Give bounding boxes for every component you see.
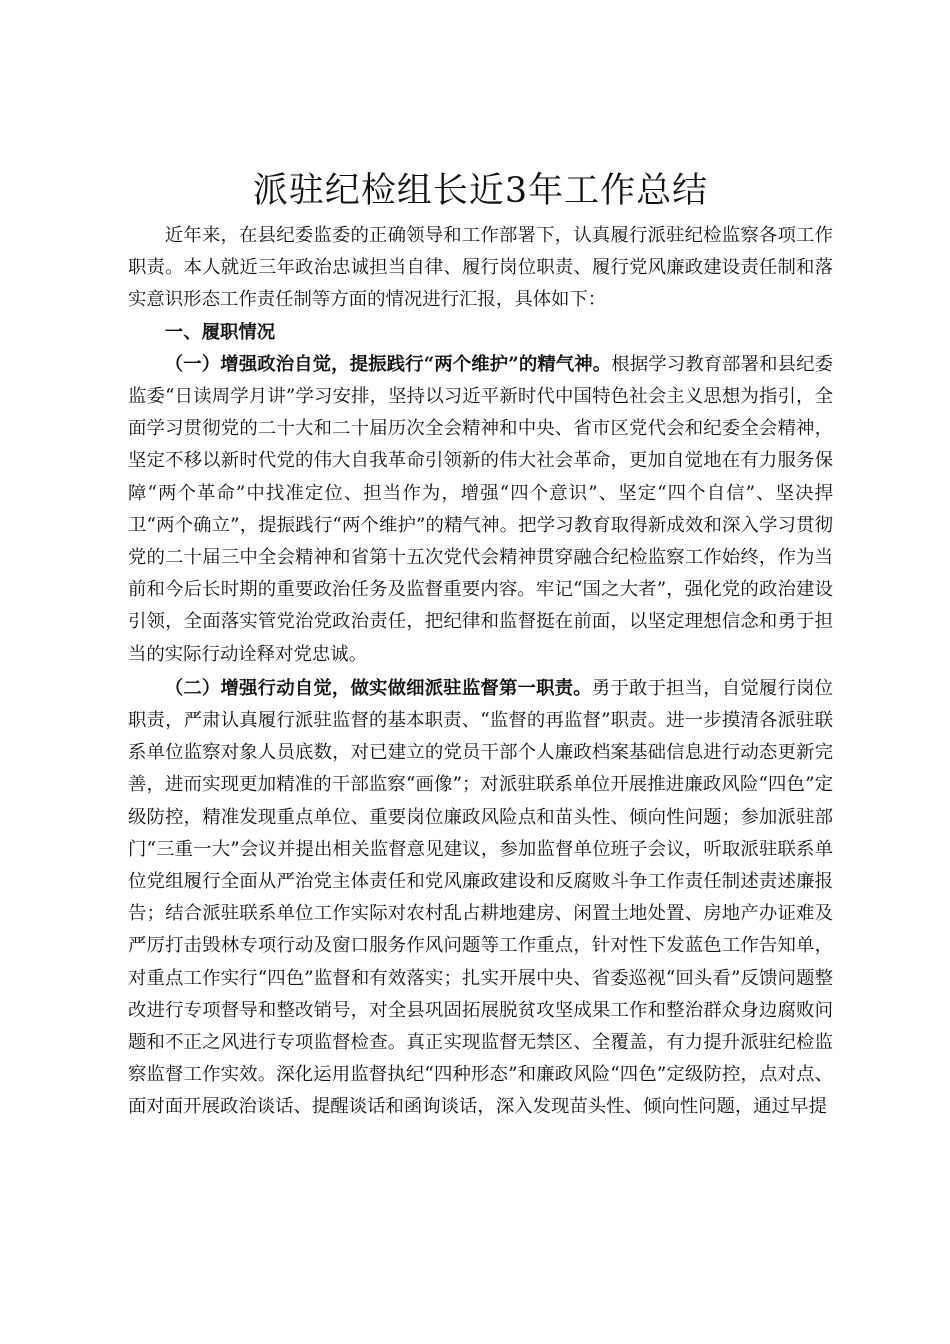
intro-paragraph: 近年来，在县纪委监委的正确领导和工作部署下，认真履行派驻纪检监察各项工作职责。本人就近三年政治忠诚担当自律、履行岗位职责、履行党风廉政建设责任制和落实意识形态工作责任制等方面的情况进行汇报，具体如下： <box>128 225 833 311</box>
document-page <box>128 168 833 1124</box>
item-2-paragraph <box>128 673 833 1124</box>
item-1-body: 根据学习教育部署和县纪委监委“日读周学月讲”学习安排，坚持以习近平新时代中国特色社会主义思想为指引，全面学习贯彻党的二十大和二十届历次全会精神和中央、省市区党代会和纪委全会精神，坚定不移以新时代党的伟大自我革命引领新的伟大社会革命，更加自觉地在有力服务保障“两个革命”中找准定位、担当作为，增强“四个意识”、坚定“四个自信”、坚决捍卫“两个确立”，提振践行“两个维护”的精气神。把学习教育取得新成效和深入学习贯彻党的二十届三中全会精神和省第十五次党代会精神贯穿融合纪检监察工作始终，作为当前和今后长时期的重要政治任务及监督重要内容。牢记“国之大者”，强化党的政治建设引领，全面落实管党治党政治责任，把纪律和监督挺在前面，以坚定理想信念和勇于担当的实际行动诠释对党忠诚。 <box>128 353 833 665</box>
document-title: 派驻纪检组长近3年工作总结 <box>252 171 709 211</box>
section-heading-1: 一、履职情况 <box>164 321 276 343</box>
item-2-lead: （二）增强行动自觉，做实做细派驻监督第一职责。 <box>164 677 592 699</box>
item-1-paragraph <box>128 349 833 671</box>
item-1-lead: （一）增强政治自觉，提振践行“两个维护”的精气神。 <box>164 353 612 375</box>
item-2-body: 勇于敢于担当，自觉履行岗位职责，严肃认真履行派驻监督的基本职责、“监督的再监督”职责。进一步摸清各派驻联系单位监察对象人员底数，对已建立的党员干部个人廉政档案基础信息进行动态更新完善，进而实现更加精准的干部监察“画像”；对派驻联系单位开展推进廉政风险“四色”定级防控，精准发现重点单位、重要岗位廉政风险点和苗头性、倾向性问题；参加派驻部门“三重一大”会议并提出相关监督意见建议，参加监督单位班子会议，听取派驻联系单位党组履行全面从严治党主体责任和党风廉政建设和反腐败斗争工作责任制述责述廉报告；结合派驻联系单位工作实际对农村乱占耕地建房、闲置土地处置、房地产办证难及严厉打击毁林专项行动及窗口服务作风问题等工作重点，针对性下发蓝色工作告知单，对重点工作实行“四色”监督和有效落实；扎实开展中央、省委巡视“回头看”反馈问题整改进行专项督导和整改销号，对全县巩固拓展脱贫攻坚成果工作和整治群众身边腐败问题和不正之风进行专项监督检查。真正实现监督无禁区、全覆盖，有力提升派驻纪检监察监督工作实效。深化运用监督执纪“四种形态”和廉政风险“四色”定级防控，点对点、面对面开展政治谈话、提醒谈话和函询谈话，深入发现苗头性、倾向性问题，通过早提 <box>128 677 833 1118</box>
